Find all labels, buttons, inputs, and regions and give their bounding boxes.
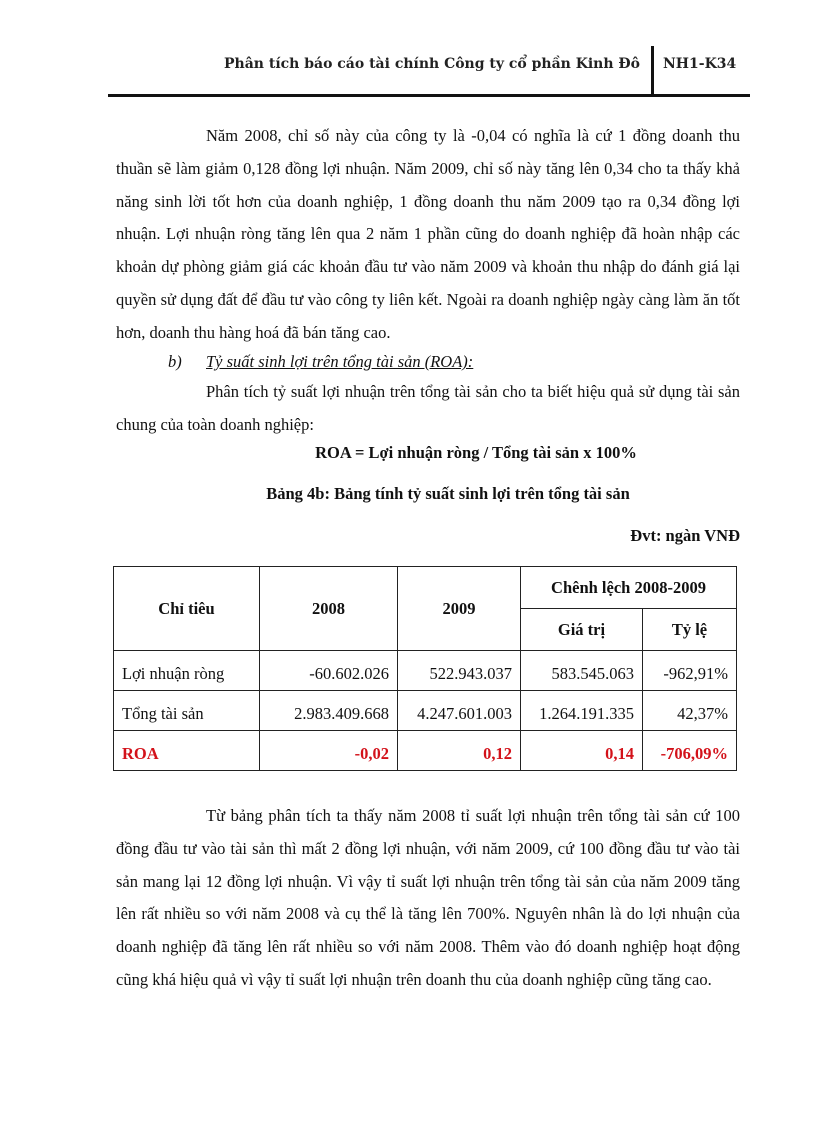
unit-label: Đvt: ngàn VNĐ (630, 526, 740, 545)
section-heading-roa (168, 348, 473, 376)
paragraph-roa-intro: Phân tích tỷ suất lợi nhuận trên tổng tài sản cho ta biết hiệu quả sử dụng tài sản chung của toàn doanh nghiệp: (116, 382, 740, 434)
page-header (108, 46, 750, 97)
cell-value: 1.264.191.335 (521, 691, 643, 731)
section-title: Tỷ suất sinh lợi trên tổng tài sản (ROA): (206, 352, 474, 371)
row-label: Lợi nhuận ròng (114, 651, 260, 691)
cell-rate: -962,91% (643, 651, 737, 691)
cell-value: 583.545.063 (521, 651, 643, 691)
roa-formula: ROA = Lợi nhuận ròng / Tổng tài sản x 100% (315, 443, 637, 462)
paragraph-roa-conclusion: Từ bảng phân tích ta thấy năm 2008 tỉ suất lợi nhuận trên tổng tài sản cứ 100 đồng đầu tư vào tài sản thì mất 2 đồng lợi nhuận, với năm 2009, cứ 100 đồng đầu tư vào tài sản mang lại 12 đồng lợi nhuận. Vì vậy tỉ suất lợi nhuận trên tổng tài sản của năm 2009 tăng lên rất nhiều so với năm 2008 và cụ thể là tăng lên 700%. Nguyên nhân là do lợi nhuận của doanh nghiệp đã tăng lên rất nhiều so với năm 2008. Thêm vào đó doanh nghiệp hoạt động cũng khá hiệu quả vì vậy tỉ suất lợi nhuận trên doanh thu của doanh nghiệp cũng tăng cao. (116, 806, 740, 989)
cell-2009: 522.943.037 (398, 651, 521, 691)
cell-2008: 2.983.409.668 (260, 691, 398, 731)
header-indicator: Chỉ tiêu (114, 567, 260, 651)
header-2008: 2008 (260, 567, 398, 651)
cell-rate: 42,37% (643, 691, 737, 731)
section-letter: b) (168, 352, 182, 371)
header-title: Phân tích báo cáo tài chính Công ty cổ phần Kinh Đô (224, 56, 640, 72)
cell-value: 0,14 (521, 731, 643, 771)
cell-rate: -706,09% (643, 731, 737, 771)
table-caption: Bảng 4b: Bảng tính tỷ suất sinh lợi trên tổng tài sản (266, 484, 630, 503)
header-rate: Tỷ lệ (643, 609, 737, 651)
table-row-roa (114, 731, 737, 771)
cell-2008: -0,02 (260, 731, 398, 771)
table-row (114, 651, 737, 691)
cell-2009: 0,12 (398, 731, 521, 771)
header-difference: Chênh lệch 2008-2009 (521, 567, 737, 609)
header-2009: 2009 (398, 567, 521, 651)
header-class-code: NH1-K34 (663, 56, 737, 72)
roa-table (113, 566, 737, 771)
row-label: Tổng tài sản (114, 691, 260, 731)
header-separator (651, 46, 654, 94)
cell-2009: 4.247.601.003 (398, 691, 521, 731)
cell-2008: -60.602.026 (260, 651, 398, 691)
row-label: ROA (114, 731, 260, 771)
table-row (114, 691, 737, 731)
header-value: Giá trị (521, 609, 643, 651)
paragraph-roe-analysis: Năm 2008, chỉ số này của công ty là -0,04 có nghĩa là cứ 1 đồng doanh thu thuần sẽ làm giảm 0,128 đồng lợi nhuận. Năm 2009, chỉ số này tăng lên 0,34 cho ta thấy khả năng sinh lời tốt hơn của doanh nghiệp, 1 đồng doanh thu năm 2009 tạo ra 0,34 đồng lợi nhuận. Lợi nhuận ròng tăng lên qua 2 năm 1 phần cũng do doanh nghiệp đã hoàn nhập các khoản dự phòng giảm giá các khoản đầu tư vào năm 2009 và khoản thu nhập do đánh giá lại quyền sử dụng đất để đầu tư vào công ty liên kết. Ngoài ra doanh nghiệp ngày càng làm ăn tốt hơn, doanh thu hàng hoá đã bán tăng cao. (116, 126, 740, 342)
